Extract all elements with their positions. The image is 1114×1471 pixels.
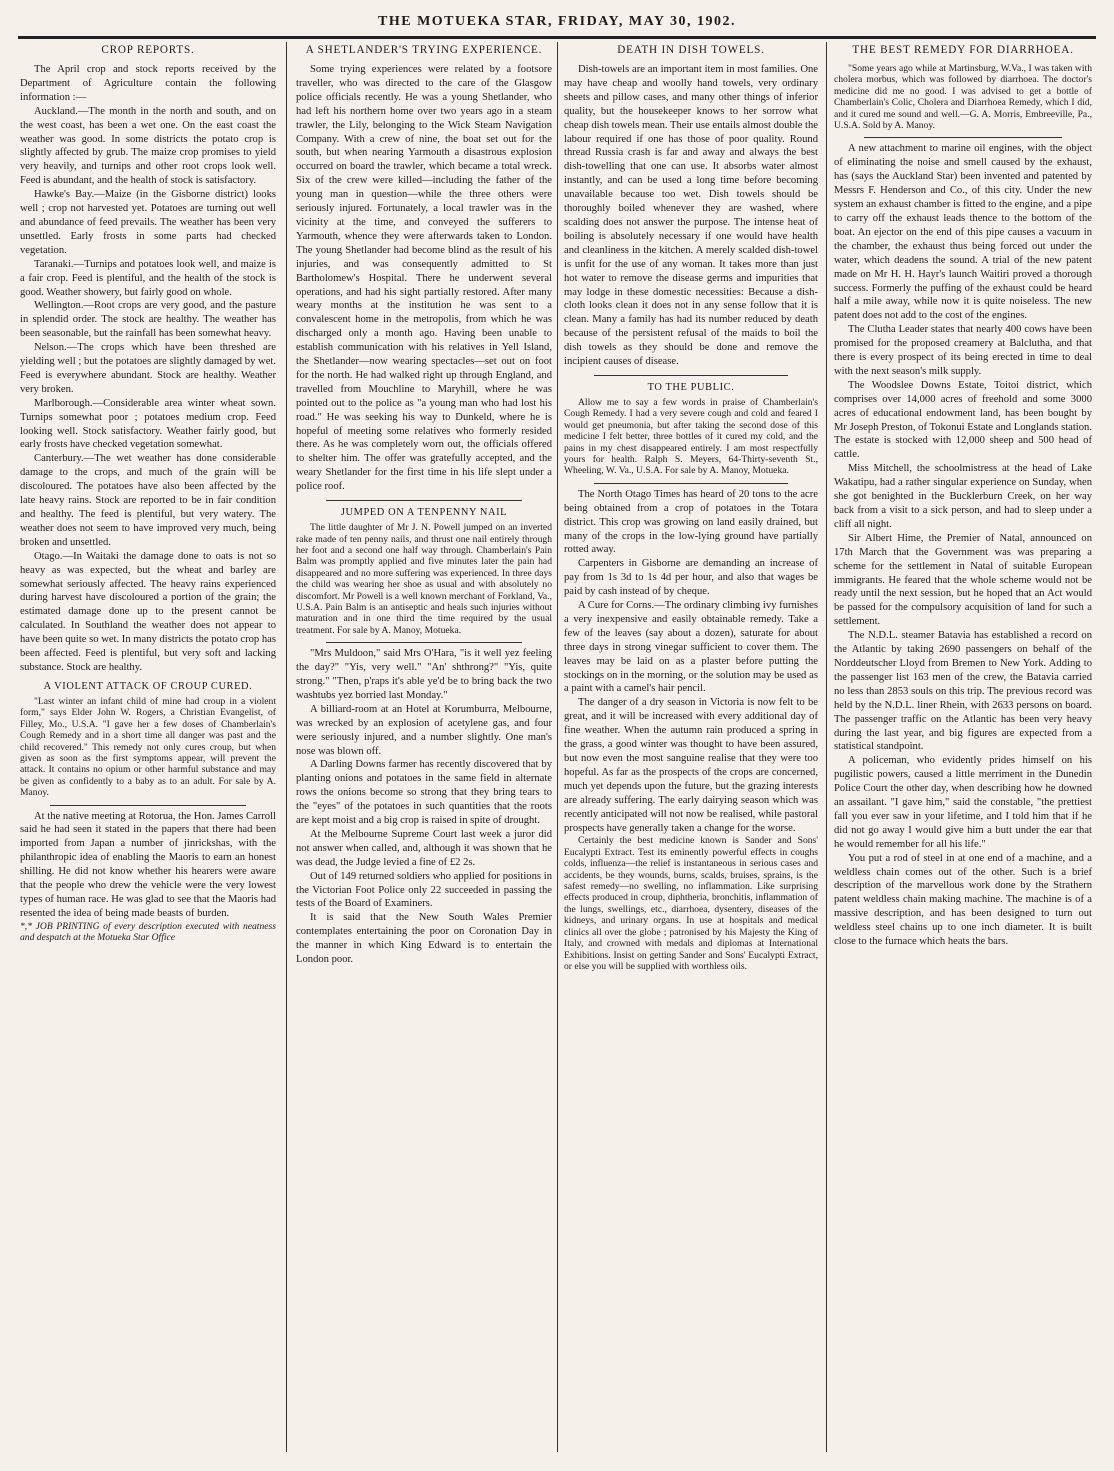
article-paragraph: The North Otago Times has heard of 20 tons to the acre being obtained from a crop of potatoes in the Totara district. This crop was growing on land easily drained, but many of the crops in the low-lying ground have partially rotted away. xyxy=(564,488,818,556)
newspaper-title: THE MOTUEKA STAR, FRIDAY, MAY 30, 1902. xyxy=(378,14,736,29)
article-paragraph: You put a rod of steel in at one end of a machine, and a weldless chain comes out of the other. Such is a brief description of the marvellous work done by the Strathern patent weldless chain making machine. The machine is of a massive description, and has been designed to turn out weldless steel chains up to one inch diameter. It is built close to the furnace which heats the bars. xyxy=(834,852,1092,948)
section-divider xyxy=(326,500,522,501)
article-paragraph: Nelson.—The crops which have been threshed are yielding well ; but the potatoes are slightly damaged by wet. Feed is everywhere abundant. Stock are healthy. Weather very broken. xyxy=(20,342,276,395)
article-paragraph: Carpenters in Gisborne are demanding an increase of pay from 1s 3d to 1s 4d per hour, and also that wages be paid by cash instead of by cheque. xyxy=(564,558,818,598)
article-paragraph: Hawke's Bay.—Maize (in the Gisborne district) looks well ; crop not harvested yet. Potatoes are turning out well and abundance of feed prevails. The weather has been very unsettled. Early frosts in some parts had checked vegetation. xyxy=(20,189,276,256)
column-1 xyxy=(20,42,276,944)
article-paragraph: A Darling Downs farmer has recently discovered that by planting onions and potatoes in the same field in alternate rows the onions become so strong that they bring tears to the "eyes" of the potatoes in such quantities that the roots are kept moist and a big crop is raised in spite of drought. xyxy=(296,759,552,827)
crop-reports-headline: CROP REPORTS. xyxy=(101,44,195,56)
article-paragraph: Auckland.—The month in the north and south, and on the west coast, has been a wet one. On the east coast the weather was good. In some districts the potato crop is slightly affected by grub. The maize crop promises to yield very heavily, and turnips and other root crops look well. Feed is abundant, and the health of stock is satisfactory. xyxy=(20,105,276,187)
ad-text: The little daughter of Mr J. N. Powell jumped on an inverted rake made of ten penny nails, and thrust one nail entirely through her foot and a second one half way through. Chamberlain's Pain Balm was promptly applied and five minutes later the pain had disappeared and no more suffering was experienced. In three days the child was wearing her shoe as usual and with absolutely no discomfort. Mr Powell is a well known merchant of Forkland, Va., U.S.A. Pain Balm is an antiseptic and heals such injuries without maturation and in one third the time required by the usual treatment. For sale by A. Manoy, Motueka. xyxy=(296,522,552,636)
eucalypti-advertisement xyxy=(564,835,818,972)
ad-text: Allow me to say a few words in praise of Chamberlain's Cough Remedy. I had a very severe cough and cold and feared I would get pneumonia, but after taking the second dose of this medicine I felt better, three bottles of it cured my cold, and the pains in my chest disappeared entirely. I am most respectfully yours for health. Ralph S. Meyers, 64-Thirty-seventh St., Wheeling, W. Va., U.S.A. For sale by A. Manoy, Motueka. xyxy=(564,396,818,477)
shetlander-article xyxy=(296,44,552,494)
article-paragraph: Marlborough.—Considerable area winter wheat sown. Turnips somewhat poor ; potatoes medium crop. Feed looking well. Stock satisfactory. Weather fairly good, but early frosts have checked vegetation somewhat. xyxy=(20,397,276,451)
croup-advertisement xyxy=(20,681,276,799)
masthead xyxy=(18,8,1096,38)
article-paragraph: The N.D.L. steamer Batavia has established a record on the Atlantic by taking 2690 passengers on behalf of the Norddeutscher Lloyd from Bremen to New York. Adding to the passenger list 163 men of the crew, the Batavia carried no less than 2853 souls on this trip. The previous record was held by the N.D.L. liner Rhein, with 2633 persons on board. The passenger traffic on the Atlantic has been very heavy during the last year, and big figures are expected from a statistical standpoint. xyxy=(834,630,1092,753)
section-divider xyxy=(594,483,788,484)
article-paragraph: Some trying experiences were related by a footsore traveller, who was directed to the care of the Glasgow police officials recently. He was a young Shetlander, who had left his northern home over two years ago in a steam trawler, the Lily, belonging to the Wick Steam Navigation Company. With a crew of nine, the boat set out for the south, but when nearing Yarmouth a disastrous explosion occurred on board the trawler, which became a total wreck. Six of the crew were killed—including the father of the young man in question—while the three others were seriously injured. Fortunately, a local trawler was in the vicinity at the time, and conveyed the sufferers to Yarmouth, whence they were afterwards taken to London. The young Shetlander had become blind as the result of his injuries, and was consequently admitted to St Bartholomew's Hospital. There he underwent several operations, and had his sight partially restored. After many weary months at the institution he was sent to a convalescent home in the metropolis, from which he was discharged only a month ago. Having been unable to establish communication with his relatives in Yell Island, the Shetlander—now wearing spectacles—set out on foot for the north. He had walked right up through England, and travelled from Mouchline to Maryhill, where he was pointed out to the police as "a young man who had lost his road." He was seeking his way to Dunkeld, where he is hopeful of meeting some relatives who formerly resided there. As he was completely worn out, the officials offered to shelter him. The offer was gratefully accepted, and the weary Shetlander for the first time in his life slept under a police roof. xyxy=(296,64,552,493)
croup-headline: A VIOLENT ATTACK OF CROUP CURED. xyxy=(43,680,253,692)
column-2 xyxy=(296,42,552,967)
masthead-rule xyxy=(18,36,1096,39)
column-rule xyxy=(557,42,558,1452)
diarrhoea-headline: THE BEST REMEDY FOR DIARRHOEA. xyxy=(852,44,1074,56)
article-paragraph: A policeman, who evidently prides himself on his pugilistic powers, caused a little merriment in the Dunedin Police Court the other day, when describing how he downed an assailant. "I gave him," said the constable, "the prettiest fall you ever saw in your lifetime, and I told him that if he did not go away I would give him a butt under the ear that he would remember for all his life." xyxy=(834,755,1092,850)
article-paragraph: A Cure for Corns.—The ordinary climbing ivy furnishes a very inexpensive and easily obtainable remedy. Take a few of the leaves (say about a dozen), saturate for about three days in strong vinegar sufficient to cover them. The leaves may be laid on as a plaster before putting the stockings on in the morning, or the solution may be used as a paint with a camel's hair pencil. xyxy=(564,600,818,695)
article-paragraph: Otago.—In Waitaki the damage done to oats is not so heavy as was expected, but the wheat and barley are somewhat seriously affected. The heavy rains experienced during harvest have discoloured a portion of the grain; the estimated damage done up to the present cannot be calculated. In Southland the weather does not appear to have been quite so wet. In many districts the potato crop has been affected. Feed is plentiful, but very soft and lacking substance. Stock are healthy. xyxy=(20,550,276,673)
section-divider xyxy=(594,375,788,376)
shetlander-headline: A SHETLANDER'S TRYING EXPERIENCE. xyxy=(305,44,543,56)
article-paragraph: At the Melbourne Supreme Court last week a juror did not answer when called, and, although it was shown that he was dead, the Judge levied a fine of £2 2s. xyxy=(296,828,552,868)
article-paragraph: The Woodslee Downs Estate, Toitoi district, which comprises over 14,000 acres of freehold and some 3000 acres of educational endowment land, has been bought by Mr Joseph Preston, of Tokonui Estate and Longlands station. The estate is stocked with 12,000 sheep and 500 head of cattle. xyxy=(834,379,1092,461)
job-printing-notice: *,* JOB PRINTING of every description executed with neatness and despatch at the Motueka Star Office xyxy=(20,920,276,944)
column-4 xyxy=(834,42,1092,949)
article-paragraph: Out of 149 returned soldiers who applied for positions in the Victorian Foot Police only 22 succeeded in passing the tests of the Board of Examiners. xyxy=(296,870,552,910)
tenpenny-nail-advertisement xyxy=(296,507,552,636)
article-paragraph: Wellington.—Root crops are very good, and the pasture in splendid order. The stock are healthy. The weather has been seasonable, but the rainfall has been somewhat heavy. xyxy=(20,300,276,340)
dish-towels-headline: DEATH IN DISH TOWELS. xyxy=(617,44,765,56)
article-paragraph: "Mrs Muldoon," said Mrs O'Hara, "is it well yez feeling the day?" "Yis, very well." "An' shthrong?" "Yis, quite strong." "Then, p'raps it's able ye'd be to bring back the two washtubs yez borried last Monday." xyxy=(296,648,552,701)
article-paragraph: Canterbury.—The wet weather has done considerable damage to the crops, and much of the grain will be discoloured. The potatoes have also been affected by the late heavy rains. Stock are reported to be in fair condition and healthy. The feed is plentiful, but very watery. The weather does not seem to have improved very much, being broken and unsettled. xyxy=(20,453,276,548)
diarrhoea-advertisement xyxy=(834,44,1092,131)
article-paragraph: The Clutha Leader states that nearly 400 cows have been promised for the proposed creamery at Balclutha, and that there is every prospect of its being erected in time to deal with the next season's milk supply. xyxy=(834,324,1092,377)
article-paragraph: A new attachment to marine oil engines, with the object of eliminating the noise and smell caused by the exhaust, has (says the Auckland Star) been invented and patented by Messrs F. Henderson and Co., of this city. Under the new system an exhaust chamber is fitted to the engine, and a pipe to carry off the exhaust leads thence to the bottom of the boat. An ejector on the end of this pipe causes a vacuum in the chamber, the exhaust thus being forced out under the water, which deadens the sound. A trial of the new patent made on Mr H. H. Hayr's launch Waitiri proved a thorough success. Formerly the puffing of the exhaust could be heard half a mile away, while now it is quite noiseless. The new patent does not add to the cost of the engines. xyxy=(834,143,1092,322)
article-paragraph: The April crop and stock reports received by the Department of Agriculture contain the following information :— xyxy=(20,64,276,103)
article-paragraph: Dish-towels are an important item in most families. One may have cheap and woolly hand towels, very ordinary sheets and pillow cases, and many other things of inferior quality, but the housekeeper knows to her sorrow what cheap dish towels mean. Their use entails almost double the labour required if one has those of poor quality. Round thread Russia crash is far and away and always the best dish-towelling that one can use. It absorbs water almost instantly, and can be used a long time before becoming unavailable because too wet. Dish towels should be thoroughly boiled whenever they are washed, where scalding does not answer the purpose. The intense heat of boiling is absolutely necessary if one would have health and cleanliness in the kitchen. A merely scalded dish-towel is unfit for the use of any woman. It takes more than just hot water to remove the disease germs and impurities that may lodge in these domestic necessities: Because a dish-cloth looks clean it does not in any sense follow that it is clean. Many a family has had its number reduced by death because of the persistent refusal of the maids to boil the dish towels as they should be done and remove the incipient causes of disease. xyxy=(564,64,818,368)
section-divider xyxy=(50,805,246,806)
ad-text: "Some years ago while at Martinsburg, W.Va., I was taken with cholera morbus, which was followed by diarrhoea. The doctor's medicine did me no good. I was advised to get a bottle of Chamberlain's Colic, Cholera and Diarrhoea Remedy, which I did, and it cured me sound and well.—G. A. Morris, Embreeville, Pa., U.S.A. Sold by A. Manoy. xyxy=(834,63,1092,132)
article-paragraph: Taranaki.—Turnips and potatoes look well, and maize is a fair crop. Feed is plentiful, and the health of the stock is good. Weather showery, but fairly good on whole. xyxy=(20,258,276,298)
article-paragraph: A billiard-room at an Hotel at Korumburra, Melbourne, was wrecked by an explosion of acetylene gas, and four were seriously injured, and a number slightly. One man's nose was blown off. xyxy=(296,703,552,757)
column-3 xyxy=(564,42,818,972)
section-divider xyxy=(864,137,1062,138)
article-paragraph: Sir Albert Hime, the Premier of Natal, announced on 17th March that the Government was was preparing a scheme for the settlement in Natal of suitable European immigrants. He feared that the whole scheme would not be ready until the next session, but he hoped that an Act would be passed for the compulsory acquisition of land for such a settlement. xyxy=(834,532,1092,628)
to-the-public-advertisement xyxy=(564,382,818,477)
column-rule xyxy=(826,42,827,1452)
ad-text: "Last winter an infant child of mine had croup in a violent form," says Elder John W. Rogers, a Christian Evangelist, of Filley, Mo., U.S.A. "I gave her a few doses of Chamberlain's Cough Remedy and in a short time all danger was past and the child recovered." This remedy not only cures croup, but when given as soon as the first symptoms appear, will prevent the attack. It contains no opium or other harmful substance and may be given as confidently to a baby as to an adult. For sale by A. Manoy. xyxy=(20,695,276,799)
article-paragraph: It is said that the New South Wales Premier contemplates entertaining the poor on Coronation Day in the manner in which King Edward is to entertain the London poor. xyxy=(296,912,552,966)
public-headline: TO THE PUBLIC. xyxy=(647,381,735,393)
dish-towels-article xyxy=(564,44,818,369)
nail-headline: JUMPED ON A TENPENNY NAIL xyxy=(340,507,508,519)
column-rule xyxy=(286,42,287,1452)
section-divider xyxy=(326,642,522,643)
article-paragraph: At the native meeting at Rotorua, the Hon. James Carroll said he had seen it stated in the papers that there had been imported from Japan a number of jinrickshas, with the philanthropic idea of enabling the Maoris to earn an honest shilling. He did not know whether his hearers were aware that the people who drew the vehicle were the very lowest types of human race. He was glad to see that the Maoris had resented the idea of being made beasts of burden. xyxy=(20,810,276,919)
article-paragraph: Miss Mitchell, the schoolmistress at the head of Lake Wakatipu, had a rather singular experience on Sunday, when she got benighted in the Bucklerburn Creek, on her way back from a visit to a sick person, and had to sleep under a cliff all night. xyxy=(834,463,1092,530)
ad-text: Certainly the best medicine known is Sander and Sons' Eucalypti Extract. Test its eminently powerful effects in coughs colds, influenza—the relief is instantaneous in serious cases and accidents, be they wounds, burns, scalds, bruises, sprains, is the safest remedy—no swelling, no inflammation. Like surprising effects produced in croup, diphtheria, bronchitis, inflammation of the lungs, swellings, etc., diarrhoea, dysentery, diseases of the kidneys, and urinary organs. In use at hospitals and medical clinics all over the globe ; patronised by his Majesty the King of Italy, and crowned with medals and diplomas at International Exhibitions. Insist on getting Sander and Sons' Eucalypti Extract, or else you will be supplied with worthless oils. xyxy=(564,835,818,972)
article-paragraph: The danger of a dry season in Victoria is now felt to be great, and it will be increased with every additional day of fine weather. When the autumn rain produced a spring in the grass, a good winter was thought to have been assured, but now even the most sanguine realise that they were too hopeful. As far as the prospects of the crops are concerned, much yet depends upon the future, but the grazing interests are already suffering. The early dairying season which was recently anticipated will not now be realised, while pastoral prospects have generally taken a change for the worse. xyxy=(564,697,818,834)
crop-reports-article xyxy=(20,44,276,675)
